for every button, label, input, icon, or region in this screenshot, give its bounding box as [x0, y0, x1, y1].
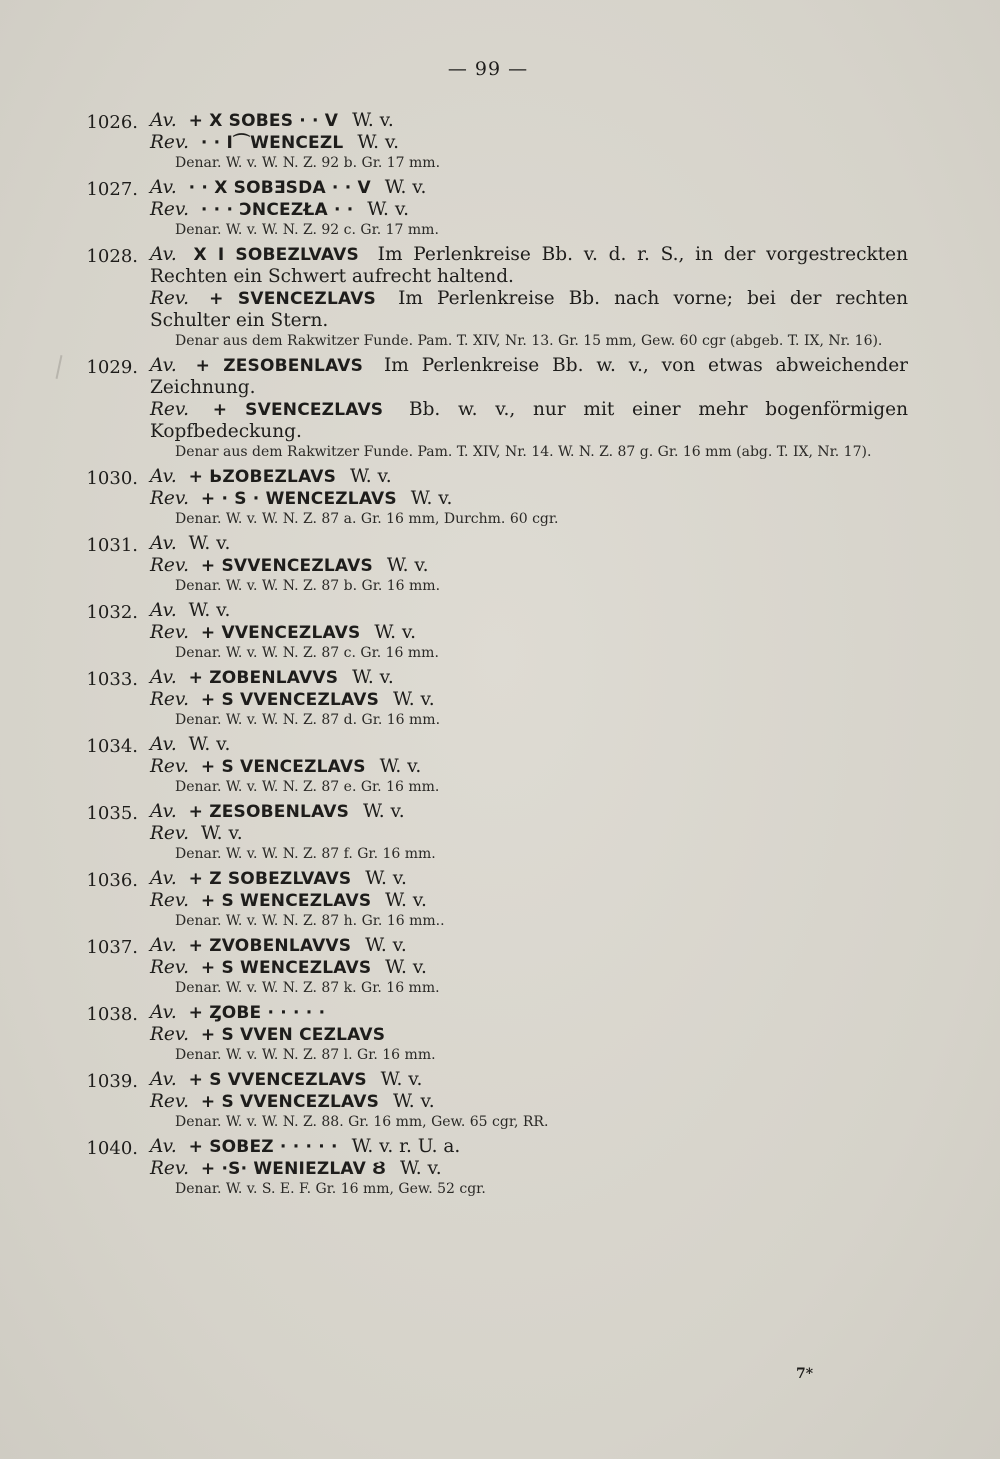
entry-note: Denar. W. v. W. N. Z. 92 c. Gr. 17 mm. — [175, 222, 439, 238]
obverse-label: Av. — [150, 244, 177, 265]
entry-note: Denar. W. v. W. N. Z. 92 b. Gr. 17 mm. — [175, 155, 441, 171]
reverse-description: W. v. — [357, 132, 400, 153]
catalog-entry — [0, 801, 1000, 864]
reverse-legend: + S VENCEZLAVS — [200, 757, 366, 777]
catalog-entry — [0, 177, 1000, 240]
reverse-label: Rev. — [150, 132, 190, 153]
reverse-label: Rev. — [150, 1024, 190, 1045]
reverse-label: Rev. — [150, 890, 190, 911]
obverse-label: Av. — [150, 935, 177, 956]
obverse-line — [150, 177, 908, 199]
obverse-line — [150, 466, 908, 488]
entry-number: 1031. — [86, 535, 138, 556]
catalog-entry — [0, 935, 1000, 998]
obverse-legend: + ZESOBENLAVS — [188, 802, 350, 822]
obverse-description: W. v. — [352, 110, 394, 131]
page-number: — 99 — — [447, 58, 529, 80]
entry-number: 1038. — [86, 1004, 138, 1025]
reverse-line — [150, 1024, 908, 1046]
reverse-description: W. v. — [410, 488, 453, 509]
obverse-description: W. v. — [365, 935, 407, 956]
reverse-description: W. v. — [392, 689, 435, 710]
obverse-line — [150, 1136, 908, 1158]
obverse-legend: · · X SOBƎSDA · · V — [188, 178, 371, 198]
reverse-legend: · · · ƆNCEZŁA · · — [200, 200, 354, 220]
obverse-legend: + ZESOBENLAVS — [195, 356, 364, 376]
obverse-label: Av. — [150, 355, 177, 376]
obverse-label: Av. — [150, 801, 177, 822]
reverse-description: W. v. — [386, 555, 429, 576]
entry-number: 1035. — [86, 803, 138, 824]
reverse-description: Im Perlenkreise Bb. nach vorne; bei der rechten Schulter ein Stern. — [150, 288, 908, 331]
reverse-description: W. v. — [379, 756, 422, 777]
reverse-label: Rev. — [150, 488, 190, 509]
entry-note: Denar. W. v. W. N. Z. 87 d. Gr. 16 mm. — [175, 712, 441, 728]
reverse-line — [150, 555, 908, 577]
obverse-legend: + ZOBENLAVVS — [188, 668, 339, 688]
reverse-legend: + SVENCEZLAVS — [209, 289, 376, 309]
obverse-legend: + S VVENCEZLAVS — [188, 1070, 367, 1090]
reverse-label: Rev. — [150, 288, 190, 309]
reverse-label: Rev. — [150, 1091, 190, 1112]
obverse-description: W. v. — [188, 734, 231, 755]
entry-number: 1028. — [86, 246, 138, 267]
catalog-entry — [0, 1002, 1000, 1065]
reverse-line — [150, 890, 908, 912]
obverse-line — [150, 1069, 908, 1091]
catalog-entry — [0, 1136, 1000, 1199]
entry-note: Denar aus dem Rakwitzer Funde. Pam. T. XIV, Nr. 13. Gr. 15 mm, Gew. 60 cgr (abgeb. T. IX, Nr. 16). — [175, 333, 883, 349]
obverse-description: Im Perlenkreise Bb. v. d. r. S., in der vorgestreckten Rechten ein Schwert aufrecht haltend. — [150, 244, 908, 287]
reverse-label: Rev. — [150, 1158, 190, 1179]
catalog-entry — [0, 110, 1000, 173]
reverse-label: Rev. — [150, 689, 190, 710]
reverse-line — [150, 488, 908, 510]
obverse-line — [150, 935, 908, 957]
entry-number: 1027. — [86, 179, 138, 200]
obverse-label: Av. — [150, 667, 177, 688]
obverse-label: Av. — [150, 600, 177, 621]
entry-number: 1039. — [86, 1071, 138, 1092]
entry-number: 1032. — [86, 602, 138, 623]
catalog-entry — [0, 667, 1000, 730]
obverse-label: Av. — [150, 1069, 177, 1090]
entry-number: 1036. — [86, 870, 138, 891]
obverse-label: Av. — [150, 177, 177, 198]
reverse-description: Bb. w. v., nur mit einer mehr bogenförmigen Kopfbedeckung. — [150, 399, 908, 442]
obverse-description: W. v. — [188, 600, 231, 621]
reverse-legend: + S WENCEZLAVS — [200, 891, 372, 911]
obverse-line — [150, 244, 908, 288]
reverse-line — [150, 199, 908, 221]
entry-number: 1030. — [86, 468, 138, 489]
obverse-description: W. v. — [365, 868, 407, 889]
obverse-line — [150, 667, 908, 689]
obverse-line — [150, 1002, 908, 1024]
reverse-description: W. v. — [367, 199, 409, 220]
obverse-label: Av. — [150, 1002, 177, 1023]
reverse-description: W. v. — [385, 890, 427, 911]
reverse-legend: + S VVENCEZLAVS — [200, 1092, 380, 1112]
entry-note: Denar. W. v. W. N. Z. 87 e. Gr. 16 mm. — [175, 779, 440, 795]
obverse-description: W. v. — [380, 1069, 423, 1090]
obverse-description: W. v. — [362, 801, 405, 822]
reverse-description: W. v. — [385, 957, 427, 978]
entry-note: Denar. W. v. W. N. Z. 87 k. Gr. 16 mm. — [175, 980, 440, 996]
obverse-description: W. v. — [349, 466, 392, 487]
reverse-label: Rev. — [150, 823, 190, 844]
catalog-entry — [0, 734, 1000, 797]
reverse-legend: + S WENCEZLAVS — [200, 958, 372, 978]
entry-note: Denar. W. v. W. N. Z. 87 a. Gr. 16 mm, Durchm. 60 cgr. — [175, 511, 559, 527]
catalog-entry — [0, 600, 1000, 663]
obverse-legend: + ȤOBE · · · · · — [188, 1003, 326, 1023]
catalog-entry — [0, 868, 1000, 931]
obverse-description: W. v. — [384, 177, 427, 198]
catalog-entries — [0, 110, 1000, 1203]
obverse-label: Av. — [150, 1136, 177, 1157]
entry-note: Denar. W. v. W. N. Z. 87 h. Gr. 16 mm.. — [175, 913, 445, 929]
reverse-label: Rev. — [150, 399, 190, 420]
reverse-line — [150, 1158, 908, 1180]
obverse-legend: + ЬZOBEZLAVS — [188, 467, 337, 487]
reverse-description: W. v. — [374, 622, 417, 643]
obverse-line — [150, 600, 908, 622]
reverse-line — [150, 689, 908, 711]
reverse-label: Rev. — [150, 957, 190, 978]
reverse-line — [150, 756, 908, 778]
obverse-legend: + X SOBES · · V — [188, 111, 339, 131]
reverse-legend: + ·S· WENIEZLAV Ȣ — [200, 1159, 387, 1179]
reverse-line — [150, 1091, 908, 1113]
obverse-label: Av. — [150, 868, 177, 889]
reverse-legend: + SVENCEZLAVS — [212, 400, 384, 420]
entry-note: Denar. W. v. W. N. Z. 87 l. Gr. 16 mm. — [175, 1047, 436, 1063]
obverse-label: Av. — [150, 533, 177, 554]
reverse-label: Rev. — [150, 622, 190, 643]
entry-note: Denar. W. v. W. N. Z. 87 c. Gr. 16 mm. — [175, 645, 439, 661]
reverse-legend: + S VVENCEZLAVS — [200, 690, 380, 710]
obverse-label: Av. — [150, 110, 177, 131]
signature-mark: 7* — [796, 1366, 814, 1382]
reverse-legend: + S VVEN CEZLAVS — [200, 1025, 386, 1045]
obverse-legend: + SOBEZ · · · · · — [188, 1137, 338, 1157]
reverse-line — [150, 823, 908, 845]
reverse-description: W. v. — [200, 823, 243, 844]
entry-number: 1037. — [86, 937, 138, 958]
obverse-description: W. v. r. U. a. — [351, 1136, 461, 1157]
reverse-legend: + VVENCEZLAVS — [200, 623, 361, 643]
obverse-label: Av. — [150, 734, 177, 755]
entry-note: Denar. W. v. W. N. Z. 88. Gr. 16 mm, Gew. 65 cgr, RR. — [175, 1114, 549, 1130]
obverse-description: W. v. — [352, 667, 394, 688]
entry-number: 1029. — [86, 357, 138, 378]
obverse-description: W. v. — [188, 533, 231, 554]
entry-note: Denar. W. v. W. N. Z. 87 f. Gr. 16 mm. — [175, 846, 436, 862]
obverse-legend: + Z SOBEZLVAVS — [188, 869, 352, 889]
obverse-description: Im Perlenkreise Bb. w. v., von etwas abweichender Zeichnung. — [150, 355, 908, 398]
obverse-label: Av. — [150, 466, 177, 487]
catalog-entry — [0, 355, 1000, 462]
reverse-line — [150, 957, 908, 979]
reverse-label: Rev. — [150, 555, 190, 576]
entry-number: 1026. — [86, 112, 138, 133]
obverse-line — [150, 355, 908, 399]
reverse-line — [150, 399, 908, 443]
obverse-line — [150, 533, 908, 555]
obverse-line — [150, 868, 908, 890]
reverse-line — [150, 622, 908, 644]
reverse-legend: + · S · WENCEZLAVS — [200, 489, 397, 509]
catalog-entry — [0, 533, 1000, 596]
entry-number: 1033. — [86, 669, 138, 690]
catalog-entry — [0, 244, 1000, 351]
reverse-label: Rev. — [150, 756, 190, 777]
catalog-entry — [0, 1069, 1000, 1132]
reverse-description: W. v. — [392, 1091, 435, 1112]
obverse-line — [150, 110, 908, 132]
reverse-label: Rev. — [150, 199, 190, 220]
entry-note: Denar. W. v. S. E. F. Gr. 16 mm, Gew. 52 cgr. — [175, 1181, 486, 1197]
obverse-legend: + ZVOBENLAVVS — [188, 936, 352, 956]
reverse-legend: · · I⌒WENCEZL — [200, 133, 344, 153]
entry-note: Denar. W. v. W. N. Z. 87 b. Gr. 16 mm. — [175, 578, 441, 594]
entry-note: Denar aus dem Rakwitzer Funde. Pam. T. XIV, Nr. 14. W. N. Z. 87 g. Gr. 16 mm (abg. T. IX, Nr. 17). — [175, 444, 872, 460]
obverse-line — [150, 734, 908, 756]
reverse-line — [150, 132, 908, 154]
catalog-entry — [0, 466, 1000, 529]
obverse-legend: X I SOBEZLVAVS — [193, 245, 359, 265]
entry-number: 1040. — [86, 1138, 138, 1159]
obverse-line — [150, 801, 908, 823]
entry-number: 1034. — [86, 736, 138, 757]
reverse-description: W. v. — [399, 1158, 442, 1179]
reverse-line — [150, 288, 908, 332]
reverse-legend: + SVVENCEZLAVS — [200, 556, 373, 576]
